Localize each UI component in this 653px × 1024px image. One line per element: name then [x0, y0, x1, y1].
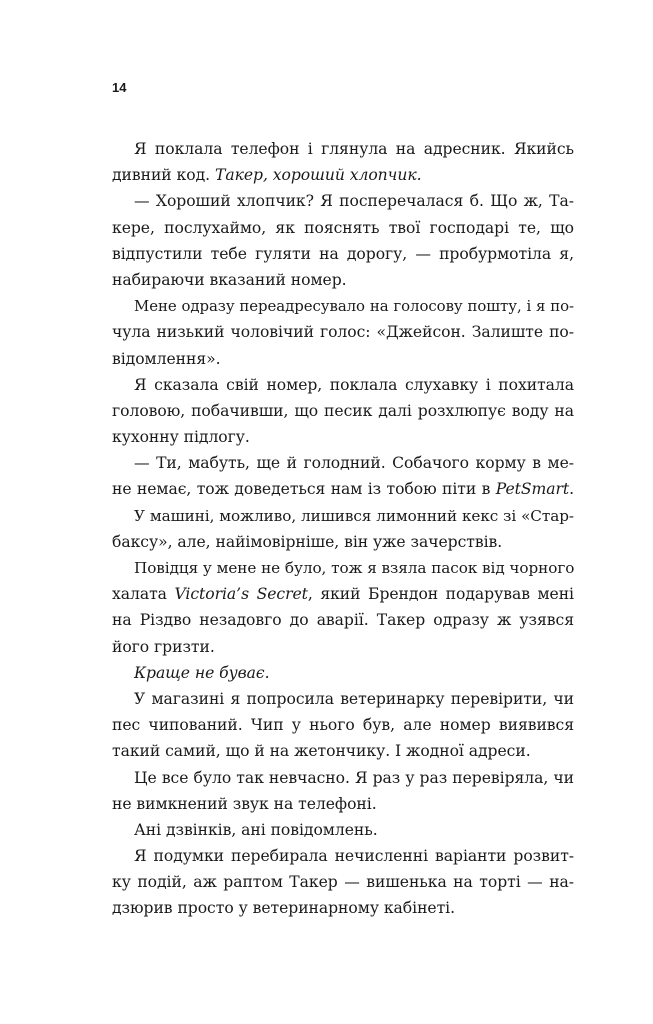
- text-segment: ку подій, аж раптом Такер — вишенька на торті — на-: [112, 873, 574, 892]
- text-line: [112, 843, 574, 869]
- text-segment: Це все було так невчасно. Я раз у раз перевіряла, чи: [134, 768, 574, 787]
- text-line: [112, 817, 574, 843]
- text-segment: не немає, тож доведеться нам із тобою піти в: [112, 480, 496, 499]
- text-segment: Ані дзвінків, ані повідомлень.: [134, 820, 378, 839]
- text-line: [112, 895, 574, 921]
- text-line: [112, 188, 574, 214]
- text-line: [112, 450, 574, 476]
- text-segment: халата: [112, 585, 175, 604]
- text-line: [112, 660, 574, 686]
- text-segment: чула низький чоловічий голос: «Джейсон. Залиште по-: [112, 323, 574, 342]
- text-segment: У магазині я попросила ветеринарку перевірити, чи: [134, 689, 574, 708]
- text-segment: Я подумки перебирала нечисленні варіанти розвит-: [134, 847, 574, 866]
- text-segment: не вимкнений звук на телефоні.: [112, 794, 377, 813]
- text-line: [112, 293, 574, 319]
- text-line: [112, 686, 574, 712]
- text-line: [112, 398, 574, 424]
- text-line: [112, 529, 574, 555]
- text-segment: відпустили тебе гуляти на дорогу, — пробурмотіла я,: [112, 244, 574, 263]
- text-segment: Я сказала свій номер, поклала слухавку і похитала: [134, 375, 574, 394]
- text-line: [112, 503, 574, 529]
- italic-text: Такер, хороший хлопчик.: [214, 166, 422, 185]
- text-line: [112, 476, 574, 502]
- page-number: 14: [112, 80, 127, 95]
- italic-text: PetSmart: [495, 480, 570, 499]
- text-segment: Я поклала телефон і глянула на адресник. Якийсь: [134, 140, 574, 158]
- text-line: [112, 319, 574, 345]
- text-segment: набираючи вказаний номер.: [112, 270, 347, 289]
- text-segment: .: [569, 480, 574, 499]
- text-line: [112, 241, 574, 267]
- text-segment: пес чипований. Чип у нього був, але номер виявився: [112, 716, 574, 735]
- text-segment: Повідця у мене не було, тож я взяла пасок від чорного: [134, 559, 575, 577]
- text-segment: дивний код.: [112, 166, 215, 185]
- text-line: [112, 581, 574, 607]
- text-line: [112, 372, 574, 398]
- text-segment: Мене одразу переадресувало на голосову пошту, і я по-: [134, 297, 574, 316]
- text-line: [112, 607, 574, 633]
- text-line: [112, 555, 574, 581]
- text-segment: , який Брендон подарував мені: [307, 585, 574, 604]
- italic-text: Краще не буває.: [134, 663, 270, 682]
- text-segment: відомлення».: [112, 349, 221, 368]
- text-line: [112, 136, 574, 162]
- text-line: [112, 712, 574, 738]
- text-line: [112, 634, 574, 660]
- text-line: [112, 215, 574, 241]
- text-line: [112, 869, 574, 895]
- italic-text: Victoria’s Secret: [174, 585, 308, 604]
- text-line: [112, 765, 574, 791]
- text-line: [112, 424, 574, 450]
- text-segment: У машині, можливо, лишився лимонний кекс зі «Стар-: [134, 506, 574, 525]
- text-line: [112, 162, 574, 188]
- text-segment: кере, послухаймо, як пояснять твої господарі те, що: [112, 218, 574, 237]
- text-segment: його гризти.: [112, 637, 215, 656]
- text-line: [112, 738, 574, 764]
- text-segment: — Ти, мабуть, ще й голодний. Собачого корму в ме-: [134, 454, 574, 473]
- text-segment: на Різдво незадовго до аварії. Такер одразу ж узявся: [112, 611, 574, 630]
- text-segment: кухонну підлогу.: [112, 428, 250, 447]
- text-segment: баксу», але, найімовірніше, він уже зачерствів.: [112, 532, 503, 551]
- text-segment: дзюрив просто у ветеринарному кабінеті.: [112, 899, 456, 918]
- text-segment: такий самий, що й на жетончику. І жодної адреси.: [112, 742, 531, 761]
- body-text: [112, 136, 574, 922]
- text-line: [112, 791, 574, 817]
- text-line: [112, 267, 574, 293]
- text-line: [112, 346, 574, 372]
- text-segment: — Хороший хлопчик? Я посперечалася б. Що ж, Та-: [134, 192, 574, 211]
- text-segment: головою, побачивши, що песик далі розхлюпує воду на: [112, 401, 574, 420]
